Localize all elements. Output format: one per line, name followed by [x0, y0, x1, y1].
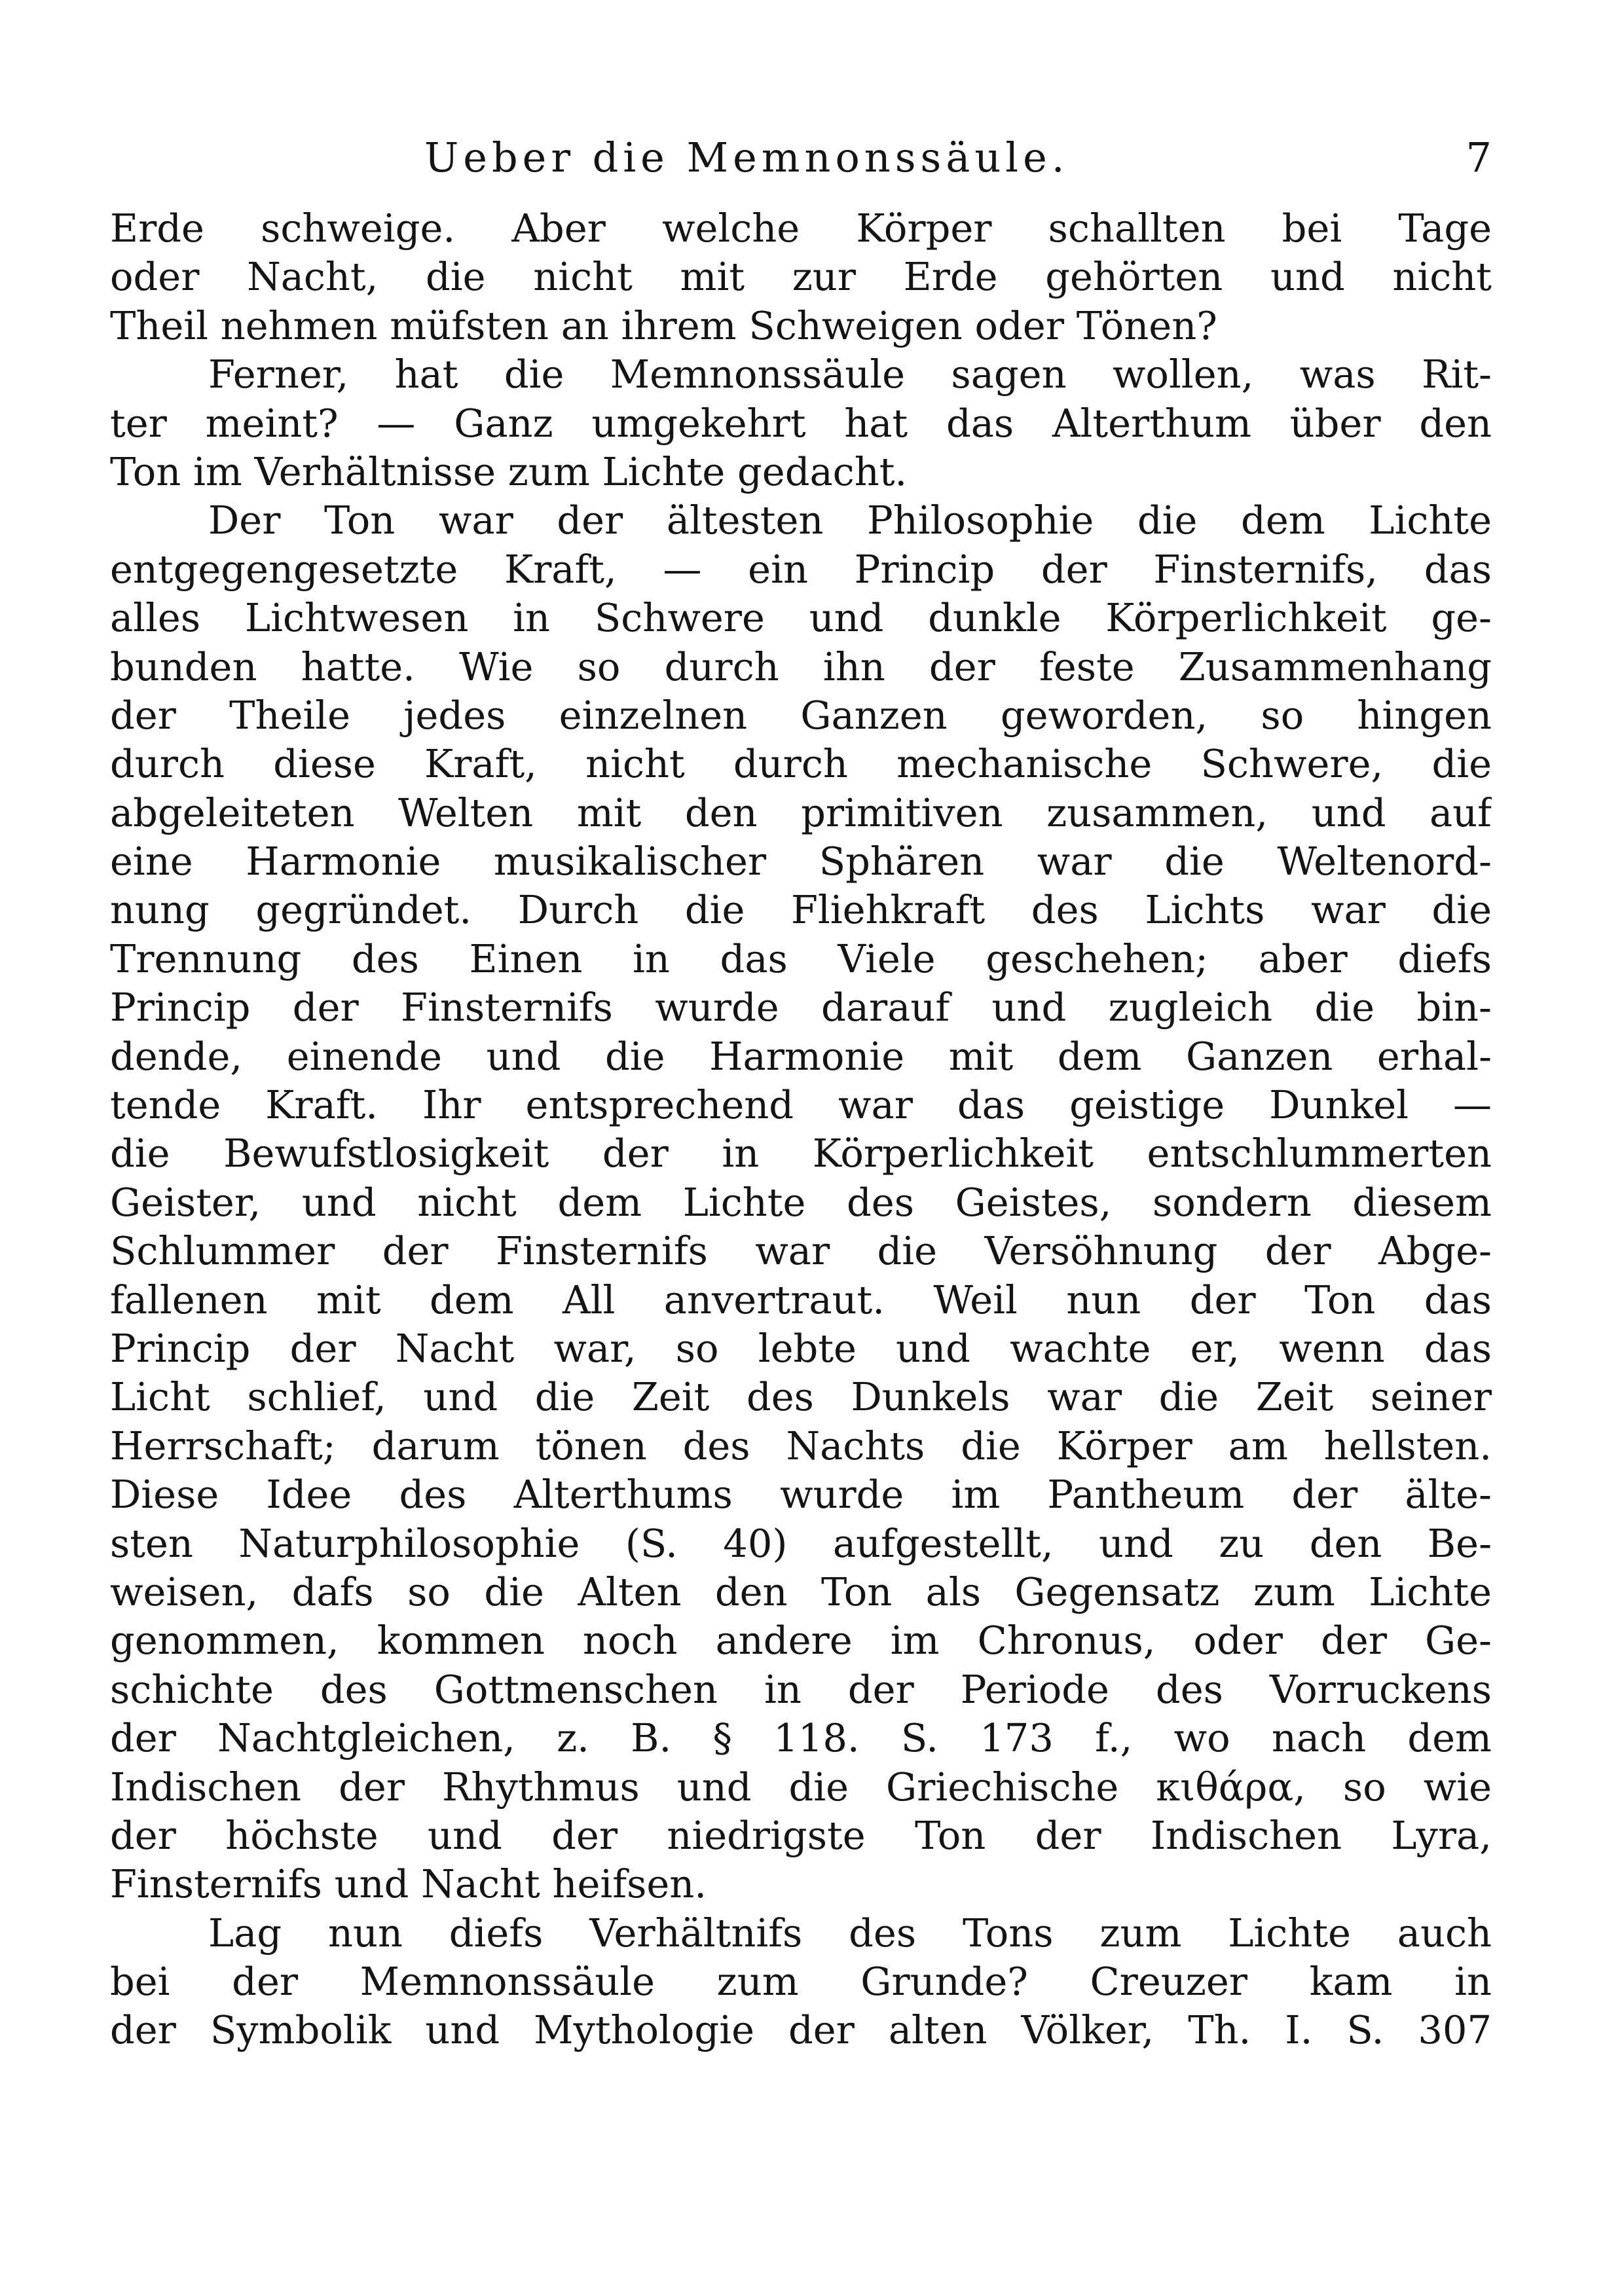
text-line-10: bunden hatte. Wie so durch ihn der feste Zusammenhang	[110, 644, 1492, 689]
text-line-3: Theil nehmen müfsten an ihrem Schweigen oder Tönen?	[110, 302, 1217, 348]
text-line-4: Ferner, hat die Memnonssäule sagen wollen, was Rit-	[208, 352, 1492, 397]
text-line-24: Princip der Nacht war, so lebte und wachte er, wenn das	[110, 1325, 1492, 1371]
text-line-25: Licht schlief, und die Zeit des Dunkels war die Zeit seiner	[110, 1374, 1492, 1420]
text-line-19: tende Kraft. Ihr entsprechend war das geistige Dunkel —	[110, 1082, 1492, 1128]
text-line-12: durch diese Kraft, nicht durch mechanische Schwere, die	[110, 741, 1492, 787]
running-head	[110, 128, 1492, 187]
text-line-8: entgegengesetzte Kraft, — ein Princip der Finsternifs, das	[110, 546, 1492, 592]
text-line-22: Schlummer der Finsternifs war die Versöhnung der Abge-	[110, 1228, 1492, 1274]
text-line-26: Herrschaft; darum tönen des Nachts die Körper am hellsten.	[110, 1423, 1492, 1468]
text-line-38: der Symbolik und Mythologie der alten Völker, Th. I. S. 307	[110, 2007, 1492, 2053]
text-line-15: nung gegründet. Durch die Fliehkraft des Lichts war die	[110, 887, 1492, 933]
text-line-18: dende, einende und die Harmonie mit dem Ganzen erhal-	[110, 1033, 1492, 1079]
body-text	[110, 204, 1492, 2055]
text-line-35: Finsternifs und Nacht heifsen.	[110, 1861, 707, 1907]
text-line-32: der Nachtgleichen, z. B. § 118. S. 173 f., wo nach dem	[110, 1715, 1492, 1761]
text-line-28: sten Naturphilosophie (S. 40) aufgestellt, und zu den Be-	[110, 1520, 1492, 1566]
text-line-34: der höchste und der niedrigste Ton der Indischen Lyra,	[110, 1812, 1492, 1858]
text-line-37: bei der Memnonssäule zum Grunde? Creuzer kam in	[110, 1959, 1492, 2005]
text-line-17: Princip der Finsternifs wurde darauf und zugleich die bin-	[110, 985, 1492, 1030]
text-line-13: abgeleiteten Welten mit den primitiven zusammen, und auf	[110, 790, 1492, 835]
text-line-2: oder Nacht, die nicht mit zur Erde gehörten und nicht	[110, 254, 1492, 300]
text-line-14: eine Harmonie musikalischer Sphären war die Weltenord-	[110, 839, 1492, 884]
text-line-9: alles Lichtwesen in Schwere und dunkle Körperlichkeit ge-	[110, 595, 1492, 641]
text-line-31: schichte des Gottmenschen in der Periode des Vorruckens	[110, 1666, 1492, 1712]
text-line-5: ter meint? — Ganz umgekehrt hat das Alterthum über den	[110, 400, 1492, 446]
text-line-33: Indischen der Rhythmus und die Griechische κιθάρα, so wie	[110, 1764, 1492, 1810]
text-line-16: Trennung des Einen in das Viele geschehen; aber diefs	[110, 936, 1492, 981]
text-line-30: genommen, kommen noch andere im Chronus, oder der Ge-	[110, 1618, 1492, 1664]
running-title: Ueber die Memnonssäule.	[424, 134, 1069, 181]
text-line-21: Geister, und nicht dem Lichte des Geistes, sondern diesem	[110, 1179, 1492, 1225]
text-line-11: der Theile jedes einzelnen Ganzen geworden, so hingen	[110, 692, 1492, 738]
text-line-23: fallenen mit dem All anvertraut. Weil nun der Ton das	[110, 1277, 1492, 1322]
text-line-6: Ton im Verhältnisse zum Lichte gedacht.	[110, 448, 908, 494]
text-line-27: Diese Idee des Alterthums wurde im Pantheum der älte-	[110, 1472, 1492, 1518]
text-line-7: Der Ton war der ältesten Philosophie die dem Lichte	[208, 498, 1492, 543]
text-line-1: Erde schweige. Aber welche Körper schallten bei Tage	[110, 206, 1492, 251]
text-line-36: Lag nun diefs Verhältnifs des Tons zum Lichte auch	[208, 1910, 1492, 1956]
text-line-29: weisen, dafs so die Alten den Ton als Gegensatz zum Lichte	[110, 1569, 1492, 1614]
text-line-20: die Bewufstlosigkeit der in Körperlichkeit entschlummerten	[110, 1131, 1492, 1176]
page-number: 7	[1466, 134, 1492, 181]
